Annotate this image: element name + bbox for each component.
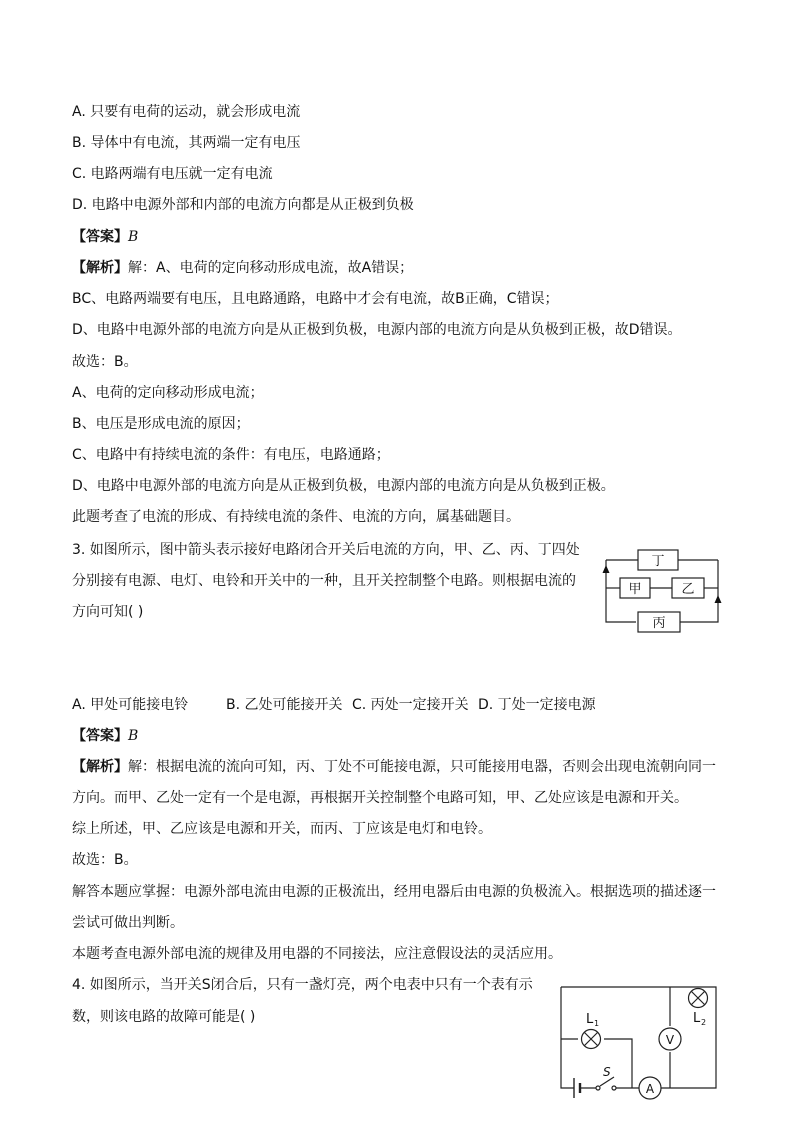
q3-analysis-0 [72, 757, 716, 777]
q3-analysis-5: 尝试可做出判断。 [72, 915, 184, 931]
arrow-up-icon [603, 565, 610, 573]
q2-analysis-8: 此题考查了电流的形成、有持续电流的条件、电流的方向，属基础题目。 [72, 509, 520, 525]
switch-label: S [603, 1065, 611, 1079]
label-l1: L [586, 1012, 594, 1027]
analysis-tag: 【解析】 [72, 759, 128, 775]
q3-analysis-6: 本题考查电源外部电流的规律及用电器的不同接法，应注意假设法的灵活应用。 [72, 946, 562, 962]
q3-option-c: C. 丙处一定接开关 [352, 697, 469, 713]
q2-answer [72, 227, 138, 247]
q4-stem-1: 数，则该电路的故障可能是( ) [72, 1009, 256, 1025]
q3-option-a: A. 甲处可能接电铃 [72, 697, 189, 713]
answer-tag: 【答案】 [72, 728, 128, 744]
q3-option-b: B. 乙处可能接开关 [226, 697, 343, 713]
answer-tag: 【答案】 [72, 229, 128, 245]
q2-option-b: B. 导体中有电流，其两端一定有电压 [72, 135, 301, 151]
arrow-up-icon [715, 595, 722, 603]
label-jia: 甲 [628, 582, 642, 597]
q2-analysis-5: B、电压是形成电流的原因； [72, 416, 250, 432]
q2-option-d: D. 电路中电源外部和内部的电流方向都是从正极到负极 [72, 197, 414, 213]
q2-option-c: C. 电路两端有电压就一定有电流 [72, 166, 273, 182]
q2-analysis-0 [72, 258, 413, 278]
q2-analysis-7: D、电路中电源外部的电流方向是从正极到负极，电源内部的电流方向是从负极到正极。 [72, 478, 615, 494]
q3-analysis-1: 方向。而甲、乙处一定有一个是电源，再根据开关控制整个电路可知，甲、乙处应该是电源和开关。 [72, 790, 688, 806]
q3-answer [72, 726, 138, 746]
q3-option-d: D. 丁处一定接电源 [478, 697, 596, 713]
answer-value: B [128, 728, 139, 744]
q3-analysis-4: 解答本题应掌握：电源外部电流由电源的正极流出，经用电器后由电源的负极流入。根据选项的描述逐一 [72, 884, 716, 900]
q4-stem-0: 4. 如图所示，当开关S闭合后，只有一盏灯亮，两个电表中只有一个表有示 [72, 977, 533, 993]
ammeter-label: A [645, 1082, 655, 1096]
label-l2: L [693, 1011, 701, 1026]
q3-stem-2: 方向可知( ) [72, 604, 144, 620]
analysis-text: 解：根据电流的流向可知，丙、丁处不可能接电源，只可能接用电器，否则会出现电流朝向同一 [128, 759, 716, 775]
answer-value: B [128, 229, 139, 245]
q2-analysis-4: A、电荷的定向移动形成电流； [72, 385, 264, 401]
label-l2-sub: 2 [701, 1018, 707, 1027]
label-ding: 丁 [651, 554, 665, 569]
label-bing: 丙 [652, 616, 666, 631]
label-yi: 乙 [681, 582, 695, 597]
q2-analysis-6: C、电路中有持续电流的条件：有电压，电路通路； [72, 447, 390, 463]
voltmeter-label: V [665, 1033, 675, 1047]
q3-stem-0: 3. 如图所示，图中箭头表示接好电路闭合开关后电流的方向，甲、乙、丙、丁四处 [72, 542, 580, 558]
q3-circuit-diagram [598, 538, 728, 634]
label-l1-sub: 1 [594, 1019, 600, 1028]
q3-analysis-2: 综上所述，甲、乙应该是电源和开关，而丙、丁应该是电灯和电铃。 [72, 821, 492, 837]
analysis-text: 解：A、电荷的定向移动形成电流，故A错误； [128, 260, 414, 276]
q2-analysis-3: 故选：B。 [72, 354, 138, 370]
q2-analysis-2: D、电路中电源外部的电流方向是从正极到负极，电源内部的电流方向是从负极到正极，故D错误。 [72, 322, 682, 338]
q2-analysis-1: BC、电路两端要有电压，且电路通路，电路中才会有电流，故B正确，C错误； [72, 291, 559, 307]
q4-circuit-diagram [556, 982, 726, 1102]
q3-stem-1: 分别接有电源、电灯、电铃和开关中的一种，且开关控制整个电路。则根据电流的 [72, 573, 576, 589]
q3-analysis-3: 故选：B。 [72, 852, 138, 868]
q2-option-a: A. 只要有电荷的运动，就会形成电流 [72, 104, 301, 120]
analysis-tag: 【解析】 [72, 260, 128, 276]
